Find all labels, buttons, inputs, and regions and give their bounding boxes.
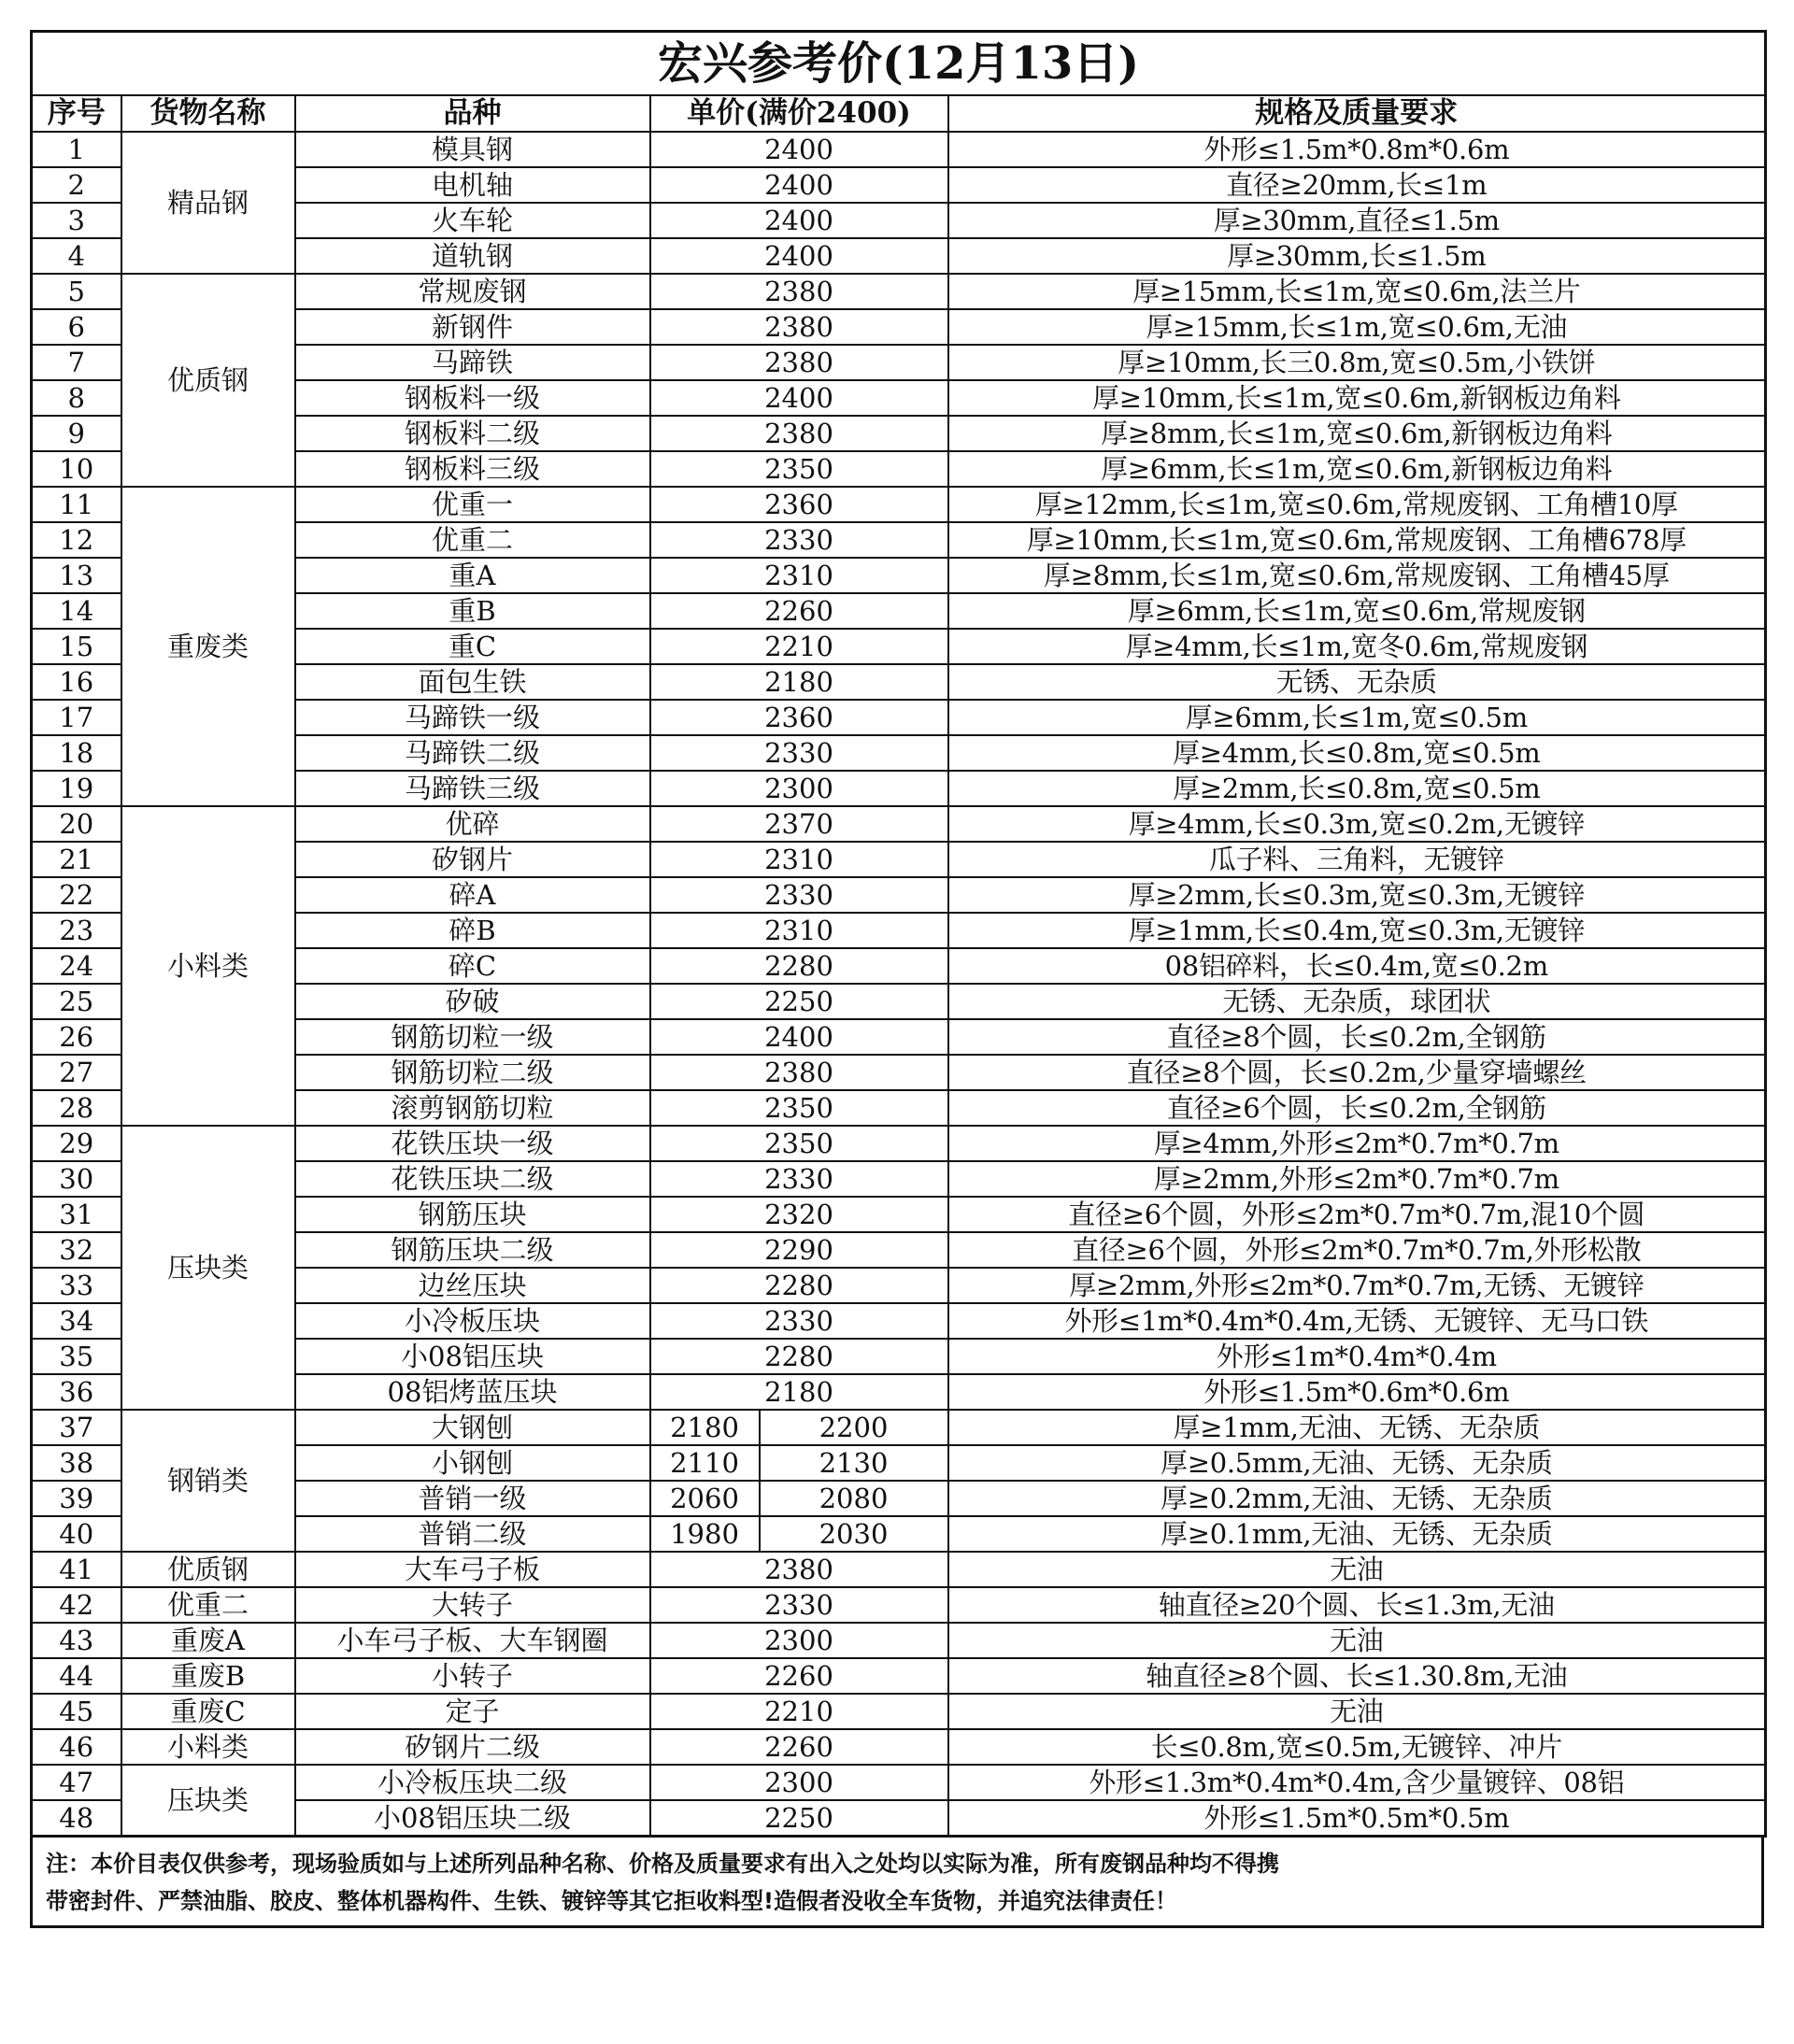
row-price: 2210 — [650, 629, 948, 664]
row-price: 2350 — [650, 1126, 948, 1161]
table-row — [32, 132, 1766, 167]
table-row — [32, 1765, 1766, 1800]
row-number: 46 — [32, 1729, 121, 1765]
row-spec: 厚≥8mm,长≤1m,宽≤0.6m,常规废钢、工角槽45厚 — [948, 558, 1766, 593]
row-spec: 厚≥15mm,长≤1m,宽≤0.6m,无油 — [948, 309, 1766, 345]
row-number: 6 — [32, 309, 121, 345]
row-price: 2300 — [650, 1765, 948, 1800]
footnote-line-2: 带密封件、严禁油脂、胶皮、整体机器构件、生铁、镀锌等其它拒收料型!造假者没收全车货物，并追究法律责任！ — [46, 1888, 1177, 1914]
row-number: 10 — [32, 451, 121, 487]
row-variety: 小车弓子板、大车钢圈 — [295, 1623, 650, 1658]
header-category: 货物名称 — [121, 95, 295, 132]
row-price-low: 1980 — [650, 1516, 760, 1552]
row-number: 21 — [32, 842, 121, 877]
row-category: 重废类 — [121, 487, 295, 806]
row-price: 2210 — [650, 1694, 948, 1729]
row-number: 45 — [32, 1694, 121, 1729]
row-price: 2260 — [650, 1729, 948, 1765]
row-spec: 厚≥1mm,长≤0.4m,宽≤0.3m,无镀锌 — [948, 913, 1766, 948]
row-spec: 直径≥8个圆，长≤0.2m,全钢筋 — [948, 1019, 1766, 1055]
row-number: 2 — [32, 167, 121, 203]
row-spec: 厚≥15mm,长≤1m,宽≤0.6m,法兰片 — [948, 274, 1766, 309]
row-number: 14 — [32, 593, 121, 629]
footnote — [30, 1838, 1764, 1928]
row-number: 32 — [32, 1232, 121, 1268]
row-price: 2400 — [650, 167, 948, 203]
row-spec: 厚≥10mm,长≤1m,宽≤0.6m,常规废钢、工角槽678厚 — [948, 522, 1766, 558]
row-price: 2380 — [650, 309, 948, 345]
row-price: 2380 — [650, 1552, 948, 1587]
table-row — [32, 1729, 1766, 1765]
row-number: 20 — [32, 806, 121, 842]
row-variety: 矽钢片 — [295, 842, 650, 877]
row-price: 2280 — [650, 948, 948, 984]
row-number: 18 — [32, 735, 121, 771]
row-number: 38 — [32, 1445, 121, 1481]
title-row — [32, 32, 1766, 96]
row-price: 2260 — [650, 1658, 948, 1694]
row-variety: 小08铝压块二级 — [295, 1800, 650, 1837]
row-variety: 钢筋压块二级 — [295, 1232, 650, 1268]
row-number: 29 — [32, 1126, 121, 1161]
row-spec: 厚≥6mm,长≤1m,宽≤0.6m,新钢板边角料 — [948, 451, 1766, 487]
row-price: 2330 — [650, 522, 948, 558]
row-spec: 厚≥1mm,无油、无锈、无杂质 — [948, 1410, 1766, 1445]
row-number: 31 — [32, 1197, 121, 1232]
row-spec: 厚≥4mm,长≤1m,宽冬0.6m,常规废钢 — [948, 629, 1766, 664]
row-number: 34 — [32, 1303, 121, 1339]
row-price: 2380 — [650, 1055, 948, 1090]
row-price: 2180 — [650, 664, 948, 700]
row-price-high: 2030 — [760, 1516, 948, 1552]
row-number: 26 — [32, 1019, 121, 1055]
row-price: 2350 — [650, 1090, 948, 1126]
row-category: 优重二 — [121, 1587, 295, 1623]
row-price: 2350 — [650, 451, 948, 487]
row-variety: 边丝压块 — [295, 1268, 650, 1303]
row-variety: 新钢件 — [295, 309, 650, 345]
header-no: 序号 — [32, 95, 121, 132]
row-number: 9 — [32, 416, 121, 451]
row-price: 2360 — [650, 700, 948, 735]
row-variety: 小钢刨 — [295, 1445, 650, 1481]
row-number: 44 — [32, 1658, 121, 1694]
row-spec: 厚≥6mm,长≤1m,宽≤0.5m — [948, 700, 1766, 735]
row-price: 2310 — [650, 558, 948, 593]
table-body — [32, 132, 1766, 1837]
row-price: 2400 — [650, 1019, 948, 1055]
table-row — [32, 487, 1766, 522]
row-number: 1 — [32, 132, 121, 167]
row-price: 2280 — [650, 1268, 948, 1303]
row-spec: 厚≥0.2mm,无油、无锈、无杂质 — [948, 1481, 1766, 1516]
row-number: 11 — [32, 487, 121, 522]
row-spec: 厚≥4mm,长≤0.8m,宽≤0.5m — [948, 735, 1766, 771]
row-price: 2310 — [650, 913, 948, 948]
row-variety: 08铝烤蓝压块 — [295, 1374, 650, 1410]
row-number: 25 — [32, 984, 121, 1019]
row-spec: 厚≥4mm,外形≤2m*0.7m*0.7m — [948, 1126, 1766, 1161]
row-spec: 外形≤1.3m*0.4m*0.4m,含少量镀锌、08铝 — [948, 1765, 1766, 1800]
row-variety: 普销一级 — [295, 1481, 650, 1516]
row-number: 3 — [32, 203, 121, 238]
table-row — [32, 1126, 1766, 1161]
row-spec: 直径≥8个圆，长≤0.2m,少量穿墙螺丝 — [948, 1055, 1766, 1090]
row-price: 2250 — [650, 1800, 948, 1837]
row-spec: 外形≤1.5m*0.8m*0.6m — [948, 132, 1766, 167]
row-category: 重废C — [121, 1694, 295, 1729]
row-variety: 大转子 — [295, 1587, 650, 1623]
row-spec: 无油 — [948, 1694, 1766, 1729]
row-number: 28 — [32, 1090, 121, 1126]
row-spec: 厚≥2mm,外形≤2m*0.7m*0.7m — [948, 1161, 1766, 1197]
row-price: 2250 — [650, 984, 948, 1019]
row-variety: 碎C — [295, 948, 650, 984]
row-variety: 小冷板压块二级 — [295, 1765, 650, 1800]
table-row — [32, 806, 1766, 842]
row-number: 27 — [32, 1055, 121, 1090]
row-number: 43 — [32, 1623, 121, 1658]
row-spec: 瓜子料、三角料，无镀锌 — [948, 842, 1766, 877]
row-price: 2310 — [650, 842, 948, 877]
row-variety: 钢筋切粒一级 — [295, 1019, 650, 1055]
row-number: 36 — [32, 1374, 121, 1410]
row-number: 23 — [32, 913, 121, 948]
row-price: 2300 — [650, 771, 948, 806]
row-price: 2330 — [650, 877, 948, 913]
price-table — [30, 30, 1767, 1838]
row-price: 2330 — [650, 1161, 948, 1197]
row-number: 33 — [32, 1268, 121, 1303]
row-variety: 重B — [295, 593, 650, 629]
row-variety: 火车轮 — [295, 203, 650, 238]
header-spec: 规格及质量要求 — [948, 95, 1766, 132]
row-spec: 厚≥2mm,长≤0.8m,宽≤0.5m — [948, 771, 1766, 806]
row-number: 48 — [32, 1800, 121, 1837]
row-category: 重废B — [121, 1658, 295, 1694]
row-spec: 08铝碎料，长≤0.4m,宽≤0.2m — [948, 948, 1766, 984]
row-spec: 外形≤1.5m*0.5m*0.5m — [948, 1800, 1766, 1837]
row-variety: 矽钢片二级 — [295, 1729, 650, 1765]
row-price-low: 2180 — [650, 1410, 760, 1445]
row-spec: 厚≥10mm,长三0.8m,宽≤0.5m,小铁饼 — [948, 345, 1766, 380]
row-number: 19 — [32, 771, 121, 806]
table-row — [32, 1587, 1766, 1623]
row-price: 2280 — [650, 1339, 948, 1374]
row-variety: 普销二级 — [295, 1516, 650, 1552]
row-price: 2380 — [650, 274, 948, 309]
row-spec: 厚≥12mm,长≤1m,宽≤0.6m,常规废钢、工角槽10厚 — [948, 487, 1766, 522]
row-number: 35 — [32, 1339, 121, 1374]
row-number: 15 — [32, 629, 121, 664]
price-sheet — [30, 30, 1764, 1928]
row-spec: 厚≥10mm,长≤1m,宽≤0.6m,新钢板边角料 — [948, 380, 1766, 416]
row-number: 7 — [32, 345, 121, 380]
row-price-high: 2080 — [760, 1481, 948, 1516]
row-category: 小料类 — [121, 806, 295, 1126]
table-row — [32, 1658, 1766, 1694]
page-title: 宏兴参考价(12月13日) — [32, 32, 1766, 96]
row-category: 压块类 — [121, 1126, 295, 1410]
row-variety: 钢板料三级 — [295, 451, 650, 487]
row-category: 精品钢 — [121, 132, 295, 274]
row-variety: 碎B — [295, 913, 650, 948]
row-spec: 无油 — [948, 1552, 1766, 1587]
row-price: 2260 — [650, 593, 948, 629]
row-spec: 直径≥6个圆，外形≤2m*0.7m*0.7m,混10个圆 — [948, 1197, 1766, 1232]
row-variety: 小转子 — [295, 1658, 650, 1694]
row-price-high: 2200 — [760, 1410, 948, 1445]
row-variety: 钢板料二级 — [295, 416, 650, 451]
row-spec: 厚≥30mm,长≤1.5m — [948, 238, 1766, 274]
header-variety: 品种 — [295, 95, 650, 132]
row-spec: 厚≥0.1mm,无油、无锈、无杂质 — [948, 1516, 1766, 1552]
row-variety: 钢板料一级 — [295, 380, 650, 416]
row-spec: 外形≤1m*0.4m*0.4m,无锈、无镀锌、无马口铁 — [948, 1303, 1766, 1339]
row-price: 2400 — [650, 238, 948, 274]
table-row — [32, 1552, 1766, 1587]
row-spec: 厚≥6mm,长≤1m,宽≤0.6m,常规废钢 — [948, 593, 1766, 629]
row-price: 2180 — [650, 1374, 948, 1410]
header-price: 单价(满价2400) — [650, 95, 948, 132]
row-variety: 马蹄铁 — [295, 345, 650, 380]
row-category: 重废A — [121, 1623, 295, 1658]
row-variety: 花铁压块一级 — [295, 1126, 650, 1161]
row-number: 12 — [32, 522, 121, 558]
row-variety: 马蹄铁一级 — [295, 700, 650, 735]
row-variety: 优重二 — [295, 522, 650, 558]
header-row — [32, 95, 1766, 132]
row-number: 16 — [32, 664, 121, 700]
row-spec: 厚≥0.5mm,无油、无锈、无杂质 — [948, 1445, 1766, 1481]
row-variety: 马蹄铁二级 — [295, 735, 650, 771]
table-row — [32, 1623, 1766, 1658]
row-number: 30 — [32, 1161, 121, 1197]
row-spec: 无锈、无杂质 — [948, 664, 1766, 700]
row-number: 22 — [32, 877, 121, 913]
row-spec: 直径≥20mm,长≤1m — [948, 167, 1766, 203]
row-variety: 优碎 — [295, 806, 650, 842]
row-number: 24 — [32, 948, 121, 984]
row-price: 2400 — [650, 380, 948, 416]
row-price: 2300 — [650, 1623, 948, 1658]
row-price: 2330 — [650, 1303, 948, 1339]
row-variety: 重C — [295, 629, 650, 664]
row-number: 40 — [32, 1516, 121, 1552]
row-price: 2320 — [650, 1197, 948, 1232]
row-spec: 厚≥2mm,外形≤2m*0.7m*0.7m,无锈、无镀锌 — [948, 1268, 1766, 1303]
row-spec: 轴直径≥8个圆、长≤1.30.8m,无油 — [948, 1658, 1766, 1694]
footnote-line-1: 注：本价目表仅供参考，现场验质如与上述所列品种名称、价格及质量要求有出入之处均以实际为准，所有废钢品种均不得携 — [46, 1851, 1279, 1877]
row-number: 4 — [32, 238, 121, 274]
row-price-low: 2110 — [650, 1445, 760, 1481]
row-variety: 矽破 — [295, 984, 650, 1019]
table-row — [32, 1410, 1766, 1445]
row-variety: 道轨钢 — [295, 238, 650, 274]
row-spec: 厚≥4mm,长≤0.3m,宽≤0.2m,无镀锌 — [948, 806, 1766, 842]
row-category: 钢销类 — [121, 1410, 295, 1552]
row-price: 2330 — [650, 1587, 948, 1623]
row-variety: 钢筋压块 — [295, 1197, 650, 1232]
row-spec: 厚≥8mm,长≤1m,宽≤0.6m,新钢板边角料 — [948, 416, 1766, 451]
row-variety: 常规废钢 — [295, 274, 650, 309]
row-spec: 长≤0.8m,宽≤0.5m,无镀锌、冲片 — [948, 1729, 1766, 1765]
row-price: 2400 — [650, 203, 948, 238]
row-category: 优质钢 — [121, 274, 295, 487]
row-category: 优质钢 — [121, 1552, 295, 1587]
row-category: 压块类 — [121, 1765, 295, 1837]
row-spec: 无油 — [948, 1623, 1766, 1658]
row-price-high: 2130 — [760, 1445, 948, 1481]
row-category: 小料类 — [121, 1729, 295, 1765]
row-number: 39 — [32, 1481, 121, 1516]
table-row — [32, 1694, 1766, 1729]
row-spec: 无锈、无杂质，球团状 — [948, 984, 1766, 1019]
row-variety: 大钢刨 — [295, 1410, 650, 1445]
row-number: 8 — [32, 380, 121, 416]
row-spec: 直径≥6个圆，长≤0.2m,全钢筋 — [948, 1090, 1766, 1126]
row-variety: 模具钢 — [295, 132, 650, 167]
row-spec: 厚≥30mm,直径≤1.5m — [948, 203, 1766, 238]
row-variety: 小08铝压块 — [295, 1339, 650, 1374]
row-number: 5 — [32, 274, 121, 309]
row-variety: 电机轴 — [295, 167, 650, 203]
row-price: 2290 — [650, 1232, 948, 1268]
row-number: 42 — [32, 1587, 121, 1623]
table-row — [32, 274, 1766, 309]
row-variety: 花铁压块二级 — [295, 1161, 650, 1197]
row-spec: 轴直径≥20个圆、长≤1.3m,无油 — [948, 1587, 1766, 1623]
row-variety: 定子 — [295, 1694, 650, 1729]
row-price: 2370 — [650, 806, 948, 842]
row-spec: 厚≥2mm,长≤0.3m,宽≤0.3m,无镀锌 — [948, 877, 1766, 913]
row-variety: 碎A — [295, 877, 650, 913]
row-price: 2330 — [650, 735, 948, 771]
row-variety: 钢筋切粒二级 — [295, 1055, 650, 1090]
row-number: 41 — [32, 1552, 121, 1587]
row-spec: 直径≥6个圆，外形≤2m*0.7m*0.7m,外形松散 — [948, 1232, 1766, 1268]
row-price: 2380 — [650, 416, 948, 451]
row-variety: 滚剪钢筋切粒 — [295, 1090, 650, 1126]
row-number: 13 — [32, 558, 121, 593]
row-variety: 优重一 — [295, 487, 650, 522]
row-number: 37 — [32, 1410, 121, 1445]
row-spec: 外形≤1.5m*0.6m*0.6m — [948, 1374, 1766, 1410]
row-variety: 小冷板压块 — [295, 1303, 650, 1339]
row-price: 2400 — [650, 132, 948, 167]
row-price: 2380 — [650, 345, 948, 380]
row-variety: 马蹄铁三级 — [295, 771, 650, 806]
row-variety: 重A — [295, 558, 650, 593]
row-variety: 面包生铁 — [295, 664, 650, 700]
row-number: 47 — [32, 1765, 121, 1800]
row-number: 17 — [32, 700, 121, 735]
row-spec: 外形≤1m*0.4m*0.4m — [948, 1339, 1766, 1374]
row-variety: 大车弓子板 — [295, 1552, 650, 1587]
row-price: 2360 — [650, 487, 948, 522]
row-price-low: 2060 — [650, 1481, 760, 1516]
